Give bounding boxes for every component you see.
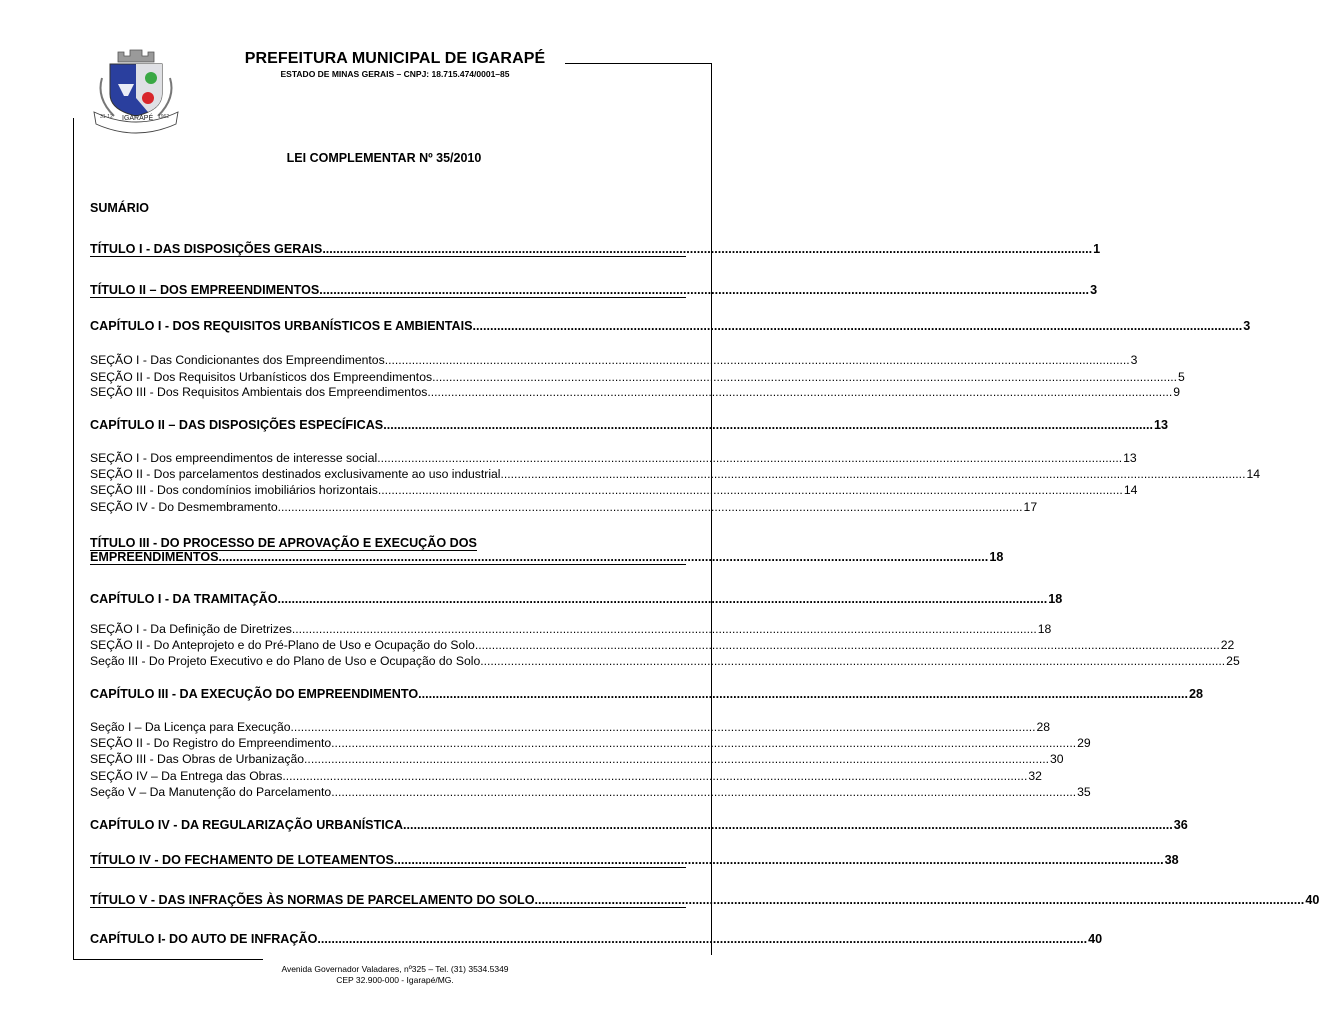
toc-entry — [90, 592, 1063, 606]
footer-address: Avenida Governador Valadares, nº325 – Tel. (31) 3534.5349 — [281, 964, 509, 974]
toc-entry-page: 32 — [1028, 769, 1042, 783]
toc-leader-dots: ............................................................................................................................................................................................................................ — [277, 592, 1048, 606]
frame-left-line — [73, 118, 74, 960]
toc-entry-page: 40 — [1088, 932, 1103, 946]
toc-entry-text-line1: TÍTULO III - DO PROCESSO DE APROVAÇÃO E EXECUÇÃO DOS — [90, 536, 477, 550]
toc-entry — [90, 319, 1251, 333]
summary-heading: SUMÁRIO — [90, 201, 150, 215]
toc-entry — [90, 687, 1203, 701]
toc-entry-page: 13 — [1123, 451, 1137, 465]
toc-entry — [90, 752, 1064, 766]
toc-entry — [90, 418, 1169, 432]
seal-name-text: IGARAPÉ — [122, 115, 154, 122]
toc-entry-page: 14 — [1123, 483, 1138, 497]
toc-leader-dots: ............................................................................................................................................................................................................................ — [304, 752, 1049, 766]
toc-leader-dots: ............................................................................................................................................................................................................................ — [291, 622, 1037, 636]
municipality-title: PREFEITURA MUNICIPAL DE IGARAPÉ — [244, 50, 546, 67]
toc-entry-page: 38 — [1164, 853, 1179, 867]
toc-entry — [90, 242, 1101, 257]
toc-leader-dots: ............................................................................................................................................................................................................................ — [480, 654, 1226, 668]
toc-leader-dots: ............................................................................................................................................................................................................................ — [500, 467, 1246, 481]
toc-leader-dots: ............................................................................................................................................................................................................................ — [331, 736, 1077, 750]
toc-leader-dots: ............................................................................................................................................................................................................................ — [290, 720, 1036, 734]
toc-entry-text: SEÇÃO I - Da Definição de Diretrizes — [90, 622, 292, 636]
toc-leader-dots: ............................................................................................................................................................................................................................ — [534, 893, 1305, 907]
toc-entry-page: 18 — [1048, 592, 1063, 606]
toc-leader-dots: ............................................................................................................................................................................................................................ — [218, 550, 989, 564]
toc-entry-page: 36 — [1173, 818, 1188, 832]
toc-entry — [90, 736, 1091, 750]
toc-entry-page: 1 — [1093, 242, 1101, 256]
toc-entry — [90, 818, 1188, 832]
toc-entry — [90, 654, 1240, 668]
seal-date-right: 1962 — [158, 114, 170, 120]
toc-leader-dots: ............................................................................................................................................................................................................................ — [377, 483, 1123, 497]
toc-entry-text: TÍTULO II – DOS EMPREENDIMENTOS — [90, 283, 320, 297]
toc-entry-page: 30 — [1049, 752, 1064, 766]
toc-leader-dots: ............................................................................................................................................................................................................................ — [384, 353, 1130, 367]
toc-entry — [90, 893, 1319, 908]
toc-leader-dots: ............................................................................................................................................................................................................................ — [427, 385, 1173, 399]
toc-entry — [90, 500, 1038, 514]
seal-date-left: 31-12 — [100, 114, 113, 120]
toc-entry-text: SEÇÃO II - Do Registro do Empreendimento — [90, 736, 332, 750]
toc-entry-text: TÍTULO IV - DO FECHAMENTO DE LOTEAMENTOS — [90, 853, 394, 867]
toc-entry-text: CAPÍTULO I - DA TRAMITAÇÃO — [90, 592, 278, 606]
law-title: LEI COMPLEMENTAR Nº 35/2010 — [286, 151, 482, 165]
toc-entry-text: SEÇÃO III - Das Obras de Urbanização — [90, 752, 305, 766]
toc-leader-dots: ............................................................................................................................................................................................................................ — [418, 687, 1188, 701]
toc-entry-page: 9 — [1173, 385, 1181, 399]
toc-entry-text: SEÇÃO II - Dos Requisitos Urbanísticos dos Empreendimentos — [90, 370, 433, 384]
toc-entry-page: 3 — [1090, 283, 1098, 297]
toc-entry-text: CAPÍTULO I- DO AUTO DE INFRAÇÃO — [90, 932, 318, 946]
toc-entry — [90, 785, 1091, 799]
toc-entry-text: SEÇÃO IV – Da Entrega das Obras — [90, 769, 283, 783]
toc-entry — [90, 622, 1052, 636]
toc-entry — [90, 483, 1138, 497]
toc-entry-text: SEÇÃO III - Dos Requisitos Ambientais dos Empreendimentos — [90, 385, 428, 399]
toc-entry-text: TÍTULO V - DAS INFRAÇÕES ÀS NORMAS DE PARCELAMENTO DO SOLO — [90, 893, 535, 907]
toc-leader-dots: ............................................................................................................................................................................................................................ — [383, 418, 1153, 432]
toc-entry-text: CAPÍTULO III - DA EXECUÇÃO DO EMPREENDIMENTO — [90, 687, 419, 701]
toc-leader-dots: ............................................................................................................................................................................................................................ — [377, 451, 1123, 465]
municipality-subtitle: ESTADO DE MINAS GERAIS – CNPJ: 18.715.474/0001–85 — [280, 69, 510, 79]
toc-entry-page: 17 — [1023, 500, 1038, 514]
toc-entry-page: 35 — [1077, 785, 1091, 799]
toc-entry-page: 18 — [1037, 622, 1052, 636]
toc-entry-text: SEÇÃO I - Dos empreendimentos de interesse social — [90, 451, 378, 465]
toc-leader-dots: ............................................................................................................................................................................................................................ — [317, 932, 1088, 946]
toc-entry — [90, 638, 1235, 652]
toc-entry-text: SEÇÃO III - Dos condomínios imobiliários horizontais — [90, 483, 378, 497]
toc-entry-text: CAPÍTULO IV - DA REGULARIZAÇÃO URBANÍSTICA — [90, 818, 403, 832]
toc-entry-text: TÍTULO I - DAS DISPOSIÇÕES GERAIS — [90, 242, 323, 256]
toc-entry-page: 13 — [1154, 418, 1169, 432]
toc-entry — [90, 932, 1103, 946]
toc-leader-dots: ............................................................................................................................................................................................................................ — [432, 370, 1178, 384]
toc-entry-text: Seção V – Da Manutenção do Parcelamento — [90, 785, 332, 799]
toc-entry-page: 5 — [1178, 370, 1185, 384]
toc-entry-page: 28 — [1188, 687, 1203, 701]
toc-entry — [90, 720, 1051, 734]
toc-entry-text: SEÇÃO I - Das Condicionantes dos Empreendimentos — [90, 353, 385, 367]
toc-entry-page: 3 — [1243, 319, 1251, 333]
toc-entry-text: SEÇÃO II - Do Anteprojeto e do Pré-Plano de Uso e Ocupação do Solo — [90, 638, 475, 652]
toc-entry-page: 18 — [989, 550, 1004, 564]
toc-entry-page: 29 — [1077, 736, 1091, 750]
toc-leader-dots: ............................................................................................................................................................................................................................ — [393, 853, 1164, 867]
frame-top-line — [565, 63, 712, 64]
toc-entry-text: CAPÍTULO I - DOS REQUISITOS URBANÍSTICOS E AMBIENTAIS — [90, 319, 473, 333]
toc-entry — [90, 385, 1181, 399]
toc-entry-page: 22 — [1220, 638, 1235, 652]
toc-leader-dots: ............................................................................................................................................................................................................................ — [472, 319, 1243, 333]
toc-entry — [90, 536, 1004, 565]
toc-entry-text: SEÇÃO IV - Do Desmembramento — [90, 500, 278, 514]
toc-entry-page: 40 — [1305, 893, 1319, 907]
toc-entry-page: 28 — [1036, 720, 1051, 734]
footer-postal-code: CEP 32.900-000 - Igarapé/MG. — [336, 975, 454, 985]
toc-leader-dots: ............................................................................................................................................................................................................................ — [474, 638, 1220, 652]
toc-entry — [90, 283, 1098, 298]
toc-entry-text: CAPÍTULO II – DAS DISPOSIÇÕES ESPECÍFICAS — [90, 418, 384, 432]
toc-entry-text-line2: EMPREENDIMENTOS — [90, 550, 219, 564]
toc-leader-dots: ............................................................................................................................................................................................................................ — [331, 785, 1077, 799]
toc-entry — [90, 853, 1179, 868]
toc-entry-page: 3 — [1130, 353, 1138, 367]
toc-leader-dots: ............................................................................................................................................................................................................................ — [319, 283, 1090, 297]
toc-entry — [90, 353, 1138, 367]
toc-entry-page: 14 — [1246, 467, 1261, 481]
toc-leader-dots: ............................................................................................................................................................................................................................ — [322, 242, 1093, 256]
toc-entry — [90, 370, 1185, 384]
toc-entry — [90, 769, 1042, 783]
toc-entry-text: Seção III - Do Projeto Executivo e do Plano de Uso e Ocupação do Solo — [90, 654, 481, 668]
toc-entry-page: 25 — [1226, 654, 1240, 668]
toc-leader-dots: ............................................................................................................................................................................................................................ — [282, 769, 1028, 783]
toc-leader-dots: ............................................................................................................................................................................................................................ — [402, 818, 1173, 832]
toc-leader-dots: ............................................................................................................................................................................................................................ — [277, 500, 1023, 514]
toc-entry-text: SEÇÃO II - Dos parcelamentos destinados exclusivamente ao uso industrial — [90, 467, 501, 481]
toc-entry-text: Seção I – Da Licença para Execução — [90, 720, 291, 734]
frame-bottom-line — [73, 959, 263, 960]
toc-entry — [90, 451, 1137, 465]
toc-entry — [90, 467, 1261, 481]
municipal-seal-icon — [88, 48, 184, 134]
